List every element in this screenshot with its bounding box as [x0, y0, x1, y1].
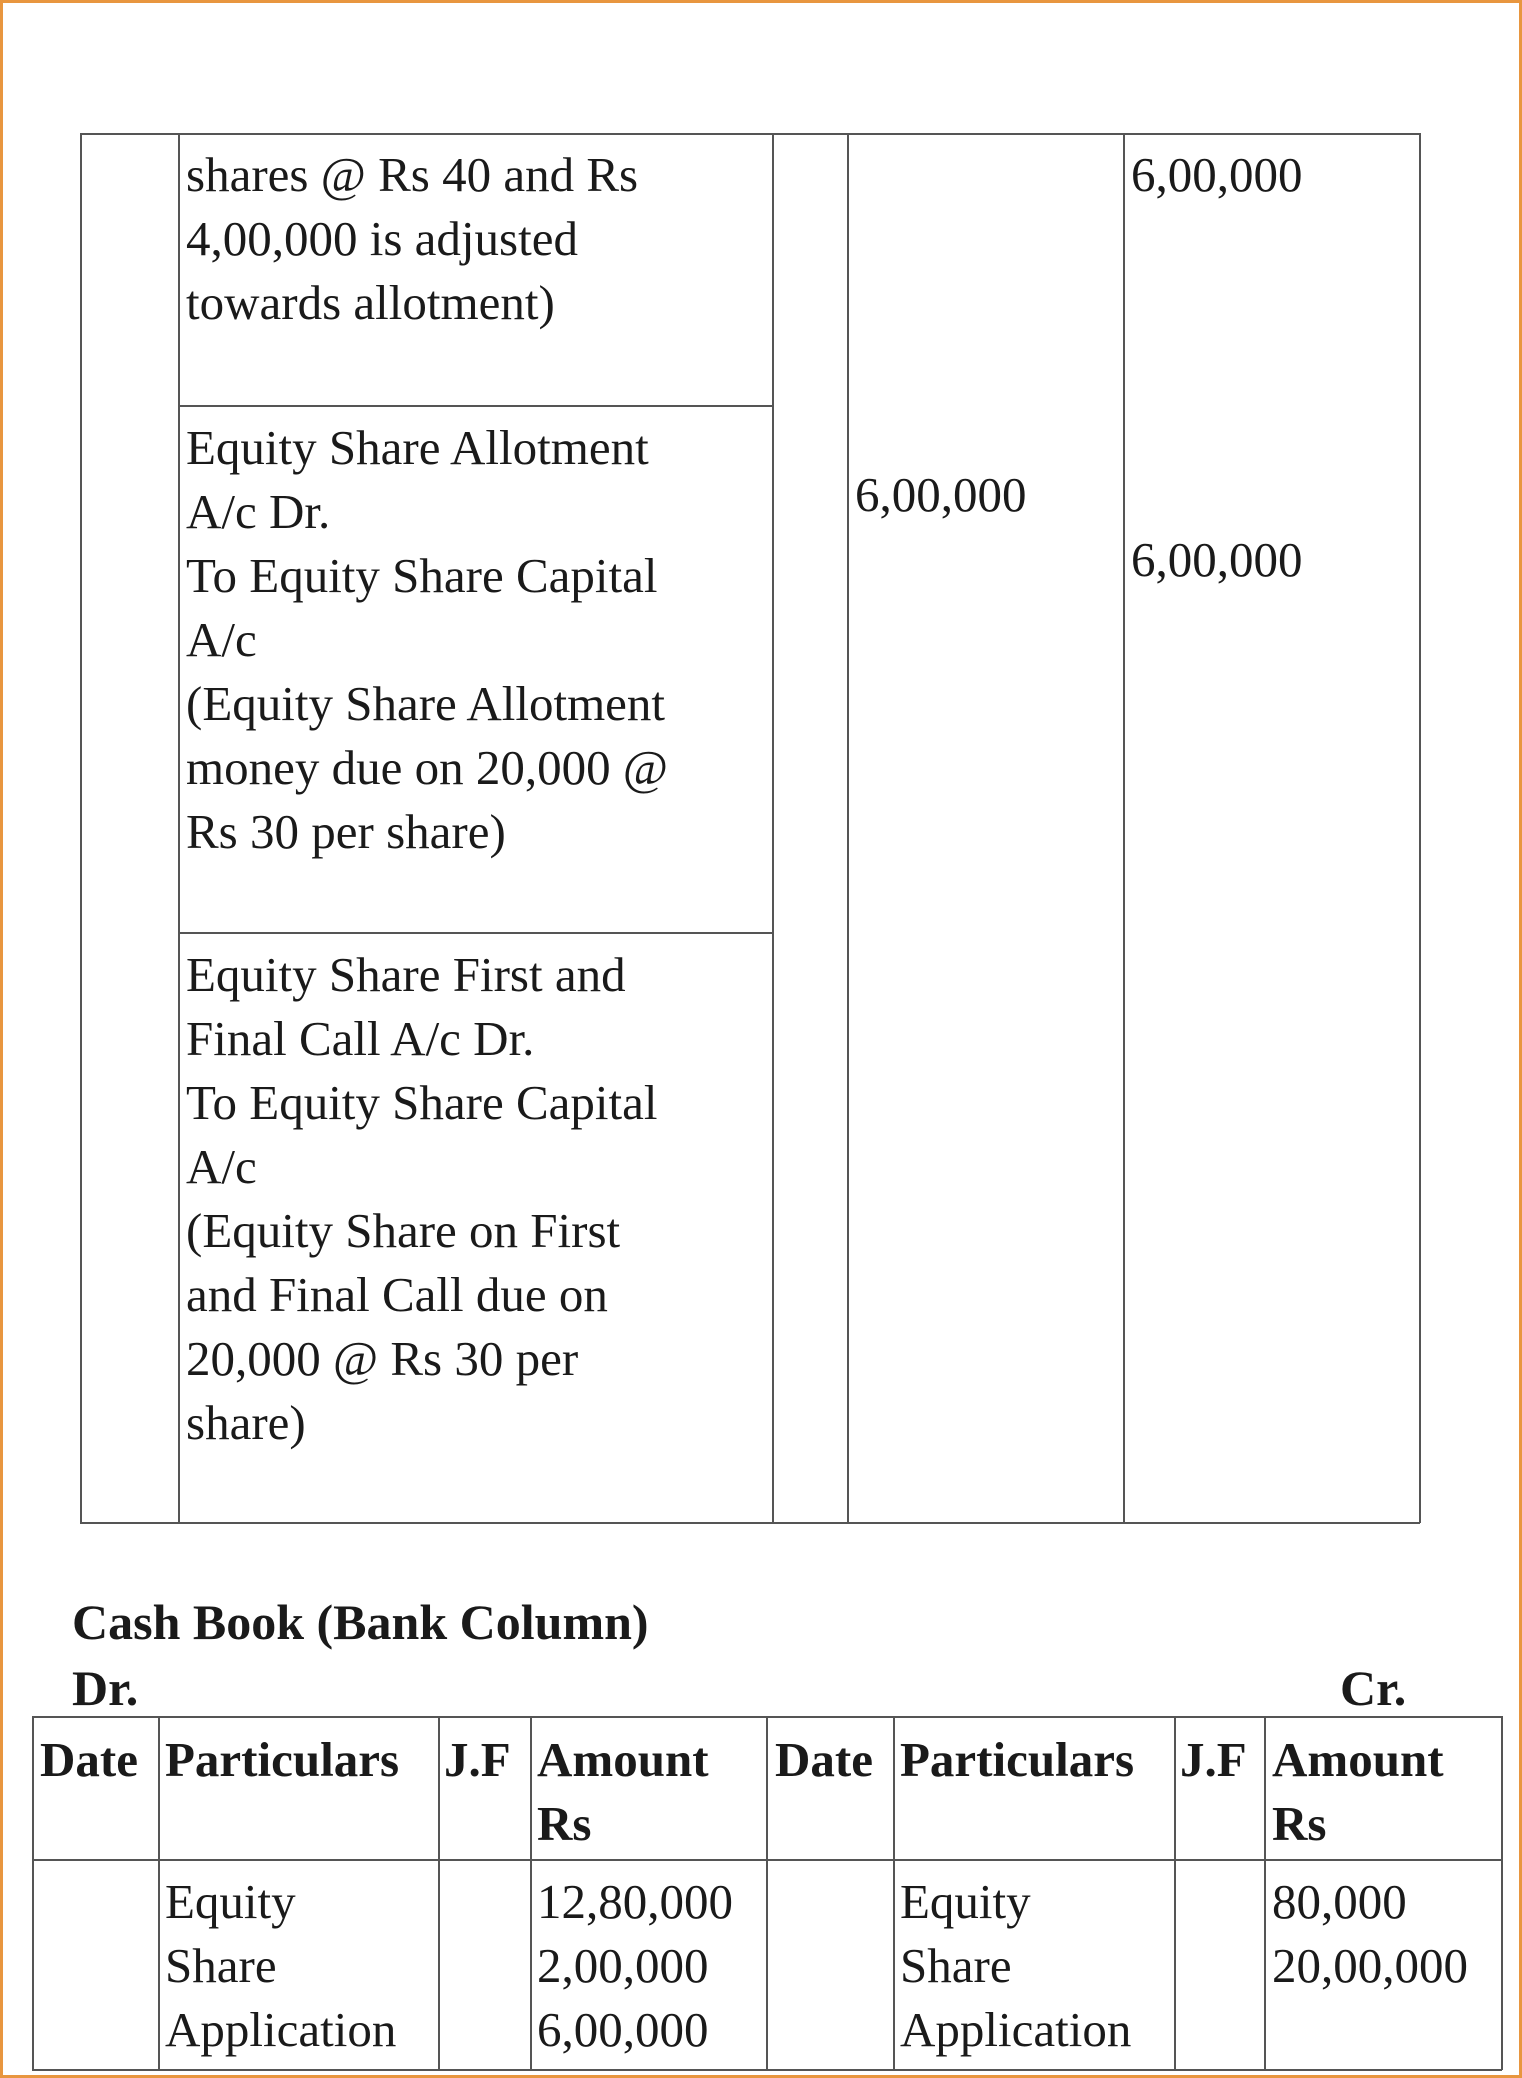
- header-amount: Amount Rs: [1272, 1732, 1444, 1851]
- journal-credit-amount: 6,00,000: [1131, 532, 1303, 587]
- header-jf: J.F: [1180, 1732, 1247, 1787]
- cr-particulars: Equity Share Application: [900, 1874, 1132, 2057]
- cash-book-col-border: [893, 1716, 895, 2070]
- dr-particulars: Equity Share Application: [165, 1874, 397, 2057]
- journal-col-border: [1419, 133, 1421, 1523]
- journal-col-border: [178, 133, 180, 1523]
- cash-book-col-border: [1501, 1716, 1503, 2070]
- journal-particulars: Equity Share First and Final Call A/c Dr. To Equity Share Capital A/c (Equity Share on First and Final Call due on 20,000 @ Rs 30 per share): [186, 947, 658, 1450]
- journal-top-border: [80, 133, 1420, 135]
- header-particulars: Particulars: [900, 1732, 1135, 1787]
- header-particulars: Particulars: [165, 1732, 400, 1787]
- journal-entry-divider: [178, 405, 772, 407]
- journal-col-border: [80, 133, 82, 1523]
- cash-book-col-border: [530, 1716, 532, 2070]
- cash-book-title: Cash Book (Bank Column): [72, 1594, 649, 1650]
- cr-label: Cr.: [1340, 1660, 1407, 1716]
- header-amount: Amount Rs: [537, 1732, 709, 1851]
- journal-bottom-border: [80, 1522, 1420, 1524]
- journal-credit-amount: 6,00,000: [1131, 147, 1303, 202]
- journal-col-border: [847, 133, 849, 1523]
- journal-col-border: [772, 133, 774, 1523]
- journal-debit-amount: 6,00,000: [855, 467, 1027, 522]
- cash-book-col-border: [438, 1716, 440, 2070]
- header-date: Date: [40, 1732, 138, 1787]
- journal-col-border: [1123, 133, 1125, 1523]
- header-jf: J.F: [444, 1732, 511, 1787]
- cash-book-col-border: [766, 1716, 768, 2070]
- journal-entry-divider: [178, 932, 772, 934]
- cash-book-col-border: [158, 1716, 160, 2070]
- cash-book-col-border: [1174, 1716, 1176, 2070]
- header-date: Date: [775, 1732, 873, 1787]
- dr-label: Dr.: [72, 1660, 139, 1716]
- dr-amounts: 12,80,000 2,00,000 6,00,000: [537, 1874, 733, 2057]
- cash-book-col-border: [1264, 1716, 1266, 2070]
- cash-book-col-border: [32, 1716, 34, 2070]
- journal-particulars: shares @ Rs 40 and Rs 4,00,000 is adjusted towards allotment): [186, 147, 639, 330]
- journal-particulars: Equity Share Allotment A/c Dr. To Equity Share Capital A/c (Equity Share Allotment money due on 20,000 @ Rs 30 per share): [186, 420, 668, 859]
- cr-amounts: 80,000 20,00,000: [1272, 1874, 1468, 1993]
